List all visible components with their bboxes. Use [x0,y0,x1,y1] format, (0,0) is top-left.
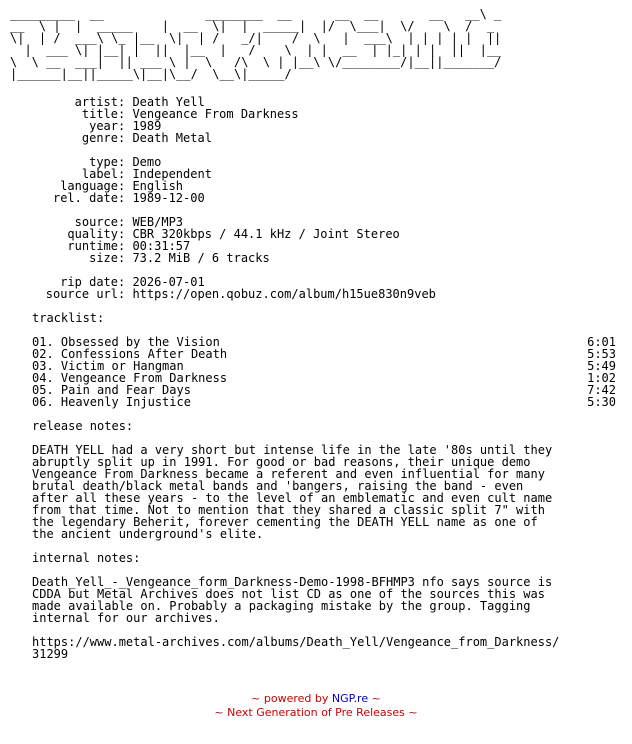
info-row [22,288,436,300]
info-key: type [89,155,118,169]
release-info [22,96,436,300]
info-key: rel. date [52,191,118,205]
info-key: label [81,167,118,181]
track-time: 5:53 [587,347,616,361]
info-key: title [81,107,118,121]
track-time: 5:49 [587,359,616,373]
info-value[interactable]: https://open.qobuz.com/album/h15ue830n9veb [132,287,436,301]
info-row [22,252,436,264]
info-value: Death Metal [132,131,212,145]
info-key: artist [74,95,118,109]
info-key: rip date [60,275,118,289]
info-row [22,192,436,204]
info-key: quality [67,227,118,241]
ascii-banner: _________ __ ________ __ __ __ __ __\ _ __ \ | | _____ | __ \| | _____| |/ \___| \/ \ / _ \| | / ___\ \_ |__ \| | / _/| / \ | ___\ | | | | | || | ___ \| |__| | || |__ | / \ | | __ | |_| | | || |__ \ \ __ ___| || ___ \ | \ /\ \ | |__\ \/________/|__||_______/ |______|__||_____\|__|\__/ \__\|_____/ [10,7,502,81]
track-time: 1:02 [587,371,616,385]
info-key: source url [45,287,118,301]
brand-link[interactable]: NGP.re [331,692,369,705]
archive-url[interactable]: https://www.metal-archives.com/albums/Death_Yell/Vengeance_from_Darkness/ 31299 [32,635,560,661]
info-colon: : [118,167,126,181]
footer-prefix: ~ powered by [251,692,332,705]
info-key: language [60,179,118,193]
info-value: 1989-12-00 [132,191,205,205]
release-notes-heading: release notes: [32,419,134,433]
track-row [32,396,616,408]
track-time: 6:01 [587,335,616,349]
info-colon: : [118,215,126,229]
info-value: WEB/MP3 [132,215,184,229]
info-key: runtime [67,239,118,253]
info-key: genre [81,131,118,145]
info-colon: : [118,119,126,133]
info-value: Independent [132,167,212,181]
info-value: 2026-07-01 [132,275,205,289]
info-colon: : [118,251,126,265]
info-value: Demo [132,155,162,169]
info-value: 73.2 MiB / 6 tracks [132,251,270,265]
release-sections [32,312,616,660]
track-time: 5:30 [587,395,616,409]
info-colon: : [118,287,126,301]
info-colon: : [118,95,126,109]
footer [0,692,632,720]
info-row [22,132,436,144]
info-colon: : [118,179,126,193]
track-time: 7:42 [587,383,616,397]
info-colon: : [118,155,126,169]
info-value: Vengeance From Darkness [132,107,299,121]
tracklist-heading: tracklist: [32,311,105,325]
release-notes: DEATH YELL had a very short but intense life in the late '80s until they abruptly split up in 1991. For good or bad reasons, their unique demo Vengeance From Darkness became a referent and even influential for many brutal death/black metal bands and 'bangers, raising the band - even after all these years - to the level of an emblematic and even cult name from that time. Not to mention that they shared a classic split 7" with the legendary Beherit, forever cementing the DEATH YELL name as one of the ancient underground's elite. [32,443,553,541]
info-key: size [89,251,118,265]
info-key: source [74,215,118,229]
footer-tagline: ~ Next Generation of Pre Releases ~ [214,706,418,719]
info-key: year [89,119,118,133]
info-value: CBR 320kbps / 44.1 kHz / Joint Stereo [132,227,400,241]
track-title: 01. Obsessed by the Vision [32,335,220,349]
info-value: Death Yell [132,95,205,109]
info-value: 1989 [132,119,162,133]
track-title: 04. Vengeance From Darkness [32,371,228,385]
info-colon: : [118,227,126,241]
footer-suffix: ~ [368,692,381,705]
tracklist [32,336,616,408]
info-colon: : [118,107,126,121]
footer-powered-line [0,692,632,706]
track-title: 06. Heavenly Injustice [32,395,191,409]
internal-notes-heading: internal notes: [32,551,141,565]
info-colon: : [118,131,126,145]
track-title: 03. Victim or Hangman [32,359,184,373]
info-colon: : [118,275,126,289]
info-value: English [132,179,184,193]
info-value: 00:31:57 [132,239,191,253]
info-colon: : [118,191,126,205]
track-title: 02. Confessions After Death [32,347,228,361]
internal-notes: Death_Yell_-_Vengeance_form_Darkness-Demo-1998-BFHMP3 nfo says source is CDDA but Metal Archives does not list CD as one of the sources this was made available on. Probably a packaging mistake by the group. Tagging internal for our archives. [32,575,553,625]
info-colon: : [118,239,126,253]
info-row [22,108,436,120]
track-title: 05. Pain and Fear Days [32,383,191,397]
